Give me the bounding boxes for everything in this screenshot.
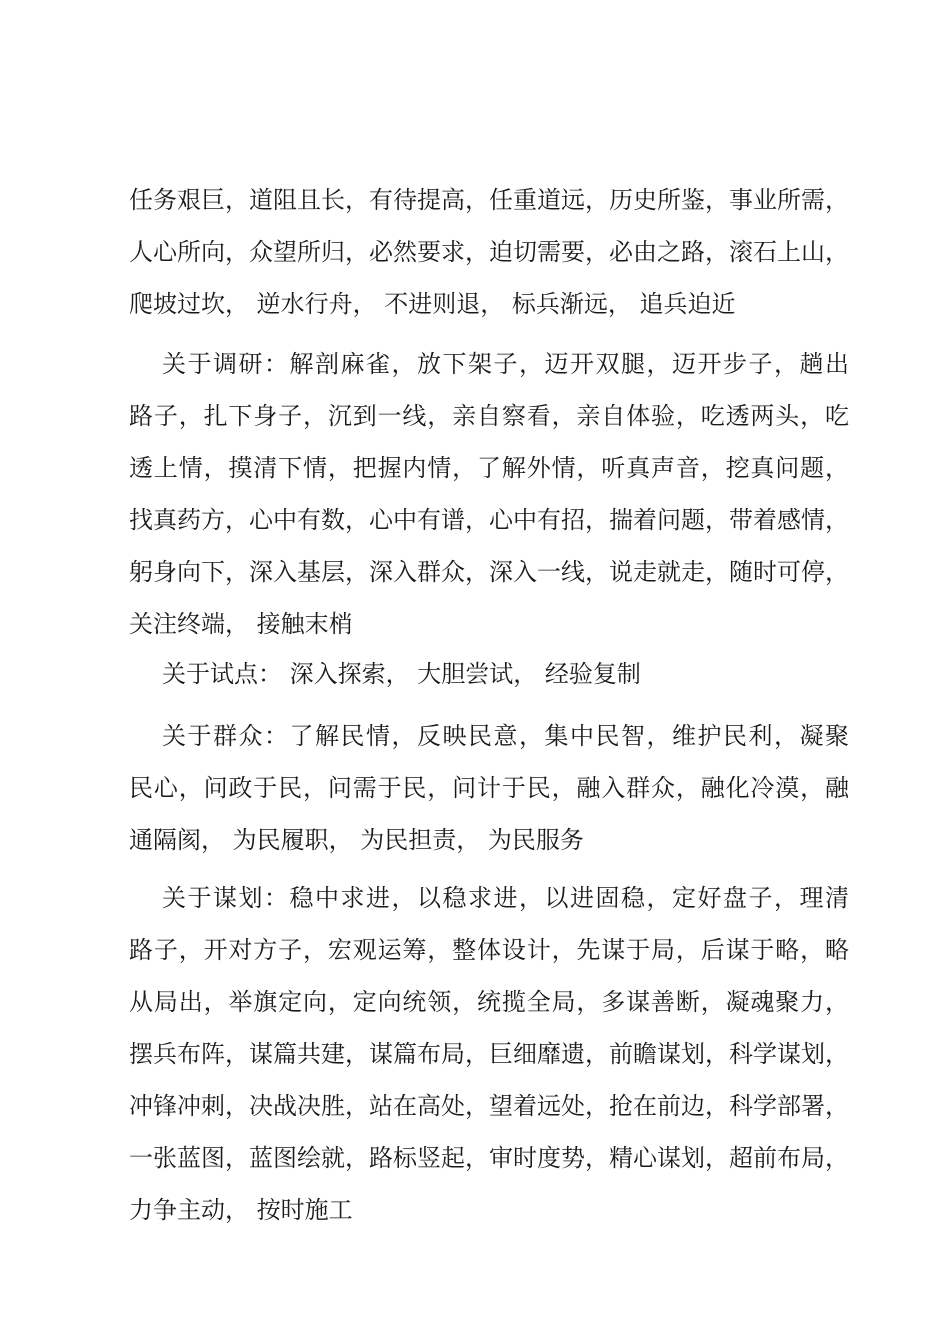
text-line: 找真药方，心中有数，心中有谱，心中有招，揣着问题，带着感情， [129,506,849,534]
text-line: 从局出，举旗定向，定向统领，统揽全局，多谋善断，凝魂聚力， [129,988,849,1016]
paragraph-masses [129,710,849,866]
text-line: 摆兵布阵，谋篇共建，谋篇布局，巨细靡遗，前瞻谋划，科学谋划， [129,1040,849,1068]
text-line: 透上情，摸清下情，把握内情，了解外情，听真声音，挖真问题， [129,454,849,482]
text-line: 力争主动， 按时施工 [129,1196,353,1224]
text-line: 路子，开对方子，宏观运筹，整体设计，先谋于局，后谋于略，略 [129,936,849,964]
paragraph-planning [129,872,849,1236]
text-line: 民心，问政于民，问需于民，问计于民，融入群众，融化冷漠，融 [129,774,849,802]
text-line: 人心所向，众望所归，必然要求，迫切需要，必由之路，滚石上山， [129,238,849,266]
paragraph-opening [129,174,849,330]
text-line: 路子，扎下身子，沉到一线，亲自察看，亲自体验，吃透两头，吃 [129,402,849,430]
text-line: 关于调研：解剖麻雀，放下架子，迈开双腿，迈开步子，趟出 [162,350,849,378]
text-line: 冲锋冲刺，决战决胜，站在高处，望着远处，抢在前边，科学部署， [129,1092,849,1120]
text-line: 通隔阂， 为民履职， 为民担责， 为民服务 [129,826,584,854]
text-line: 关注终端， 接触末梢 [129,610,353,638]
text-line: 关于谋划：稳中求进，以稳求进，以进固稳，定好盘子，理清 [162,884,849,912]
paragraph-research [129,338,849,650]
text-line: 关于群众：了解民情，反映民意，集中民智，维护民利，凝聚 [162,722,849,750]
text-line: 关于试点： 深入探索， 大胆尝试， 经验复制 [162,660,641,688]
paragraph-pilot [129,648,849,700]
text-line: 一张蓝图，蓝图绘就，路标竖起，审时度势，精心谋划，超前布局， [129,1144,849,1172]
text-line: 任务艰巨，道阻且长，有待提高，任重道远，历史所鉴，事业所需， [129,186,849,214]
text-line: 爬坡过坎， 逆水行舟， 不进则退， 标兵渐远， 追兵迫近 [129,290,736,318]
text-line: 躬身向下，深入基层，深入群众，深入一线，说走就走，随时可停， [129,558,849,586]
